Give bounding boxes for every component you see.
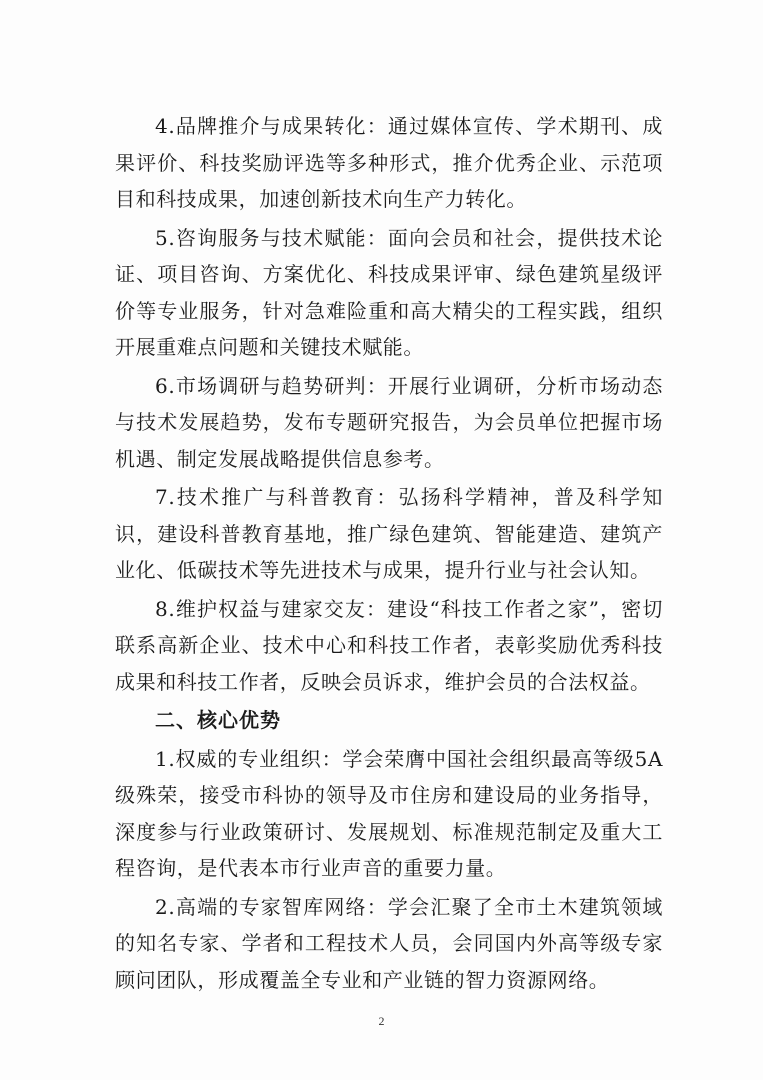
- document-body: [115, 108, 663, 1000]
- paragraph-authoritative-organization: 1.权威的专业组织：学会荣膺中国社会组织最高等级5A级殊荣，接受市科协的领导及市住房和建设局的业务指导，深度参与行业政策研讨、发展规划、标准规范制定及重大工程咨询，是代表本市行业声音的重要力量。: [115, 746, 663, 880]
- paragraph-market-research: 6.市场调研与趋势研判：开展行业调研，分析市场动态与技术发展趋势，发布专题研究报告，为会员单位把握市场机遇、制定发展战略提供信息参考。: [115, 373, 663, 471]
- section-heading-core-advantages: 二、核心优势: [155, 708, 281, 732]
- page-number: 2: [378, 1014, 385, 1028]
- paragraph-member-rights: 8.维护权益与建家交友：建设“科技工作者之家”，密切联系高新企业、技术中心和科技工作者，表彰奖励优秀科技成果和科技工作者，反映会员诉求，维护会员的合法权益。: [115, 596, 663, 694]
- paragraph-expert-network: 2.高端的专家智库网络：学会汇聚了全市土木建筑领域的知名专家、学者和工程技术人员，会同国内外高等级专家顾问团队，形成覆盖全专业和产业链的智力资源网络。: [115, 894, 663, 992]
- paragraph-technology-promotion: 7.技术推广与科普教育：弘扬科学精神，普及科学知识，建设科普教育基地，推广绿色建筑、智能建造、建筑产业化、低碳技术等先进技术与成果，提升行业与社会认知。: [115, 485, 663, 582]
- paragraph-brand-promotion: 4.品牌推介与成果转化：通过媒体宣传、学术期刊、成果评价、科技奖励评选等多种形式，推介优秀企业、示范项目和科技成果，加速创新技术向生产力转化。: [115, 114, 663, 211]
- paragraph-consulting-services: 5.咨询服务与技术赋能：面向会员和社会，提供技术论证、项目咨询、方案优化、科技成果评审、绿色建筑星级评价等专业服务，针对急难险重和高大精尖的工程实践，组织开展重难点问题和关键技术赋能。: [115, 225, 663, 359]
